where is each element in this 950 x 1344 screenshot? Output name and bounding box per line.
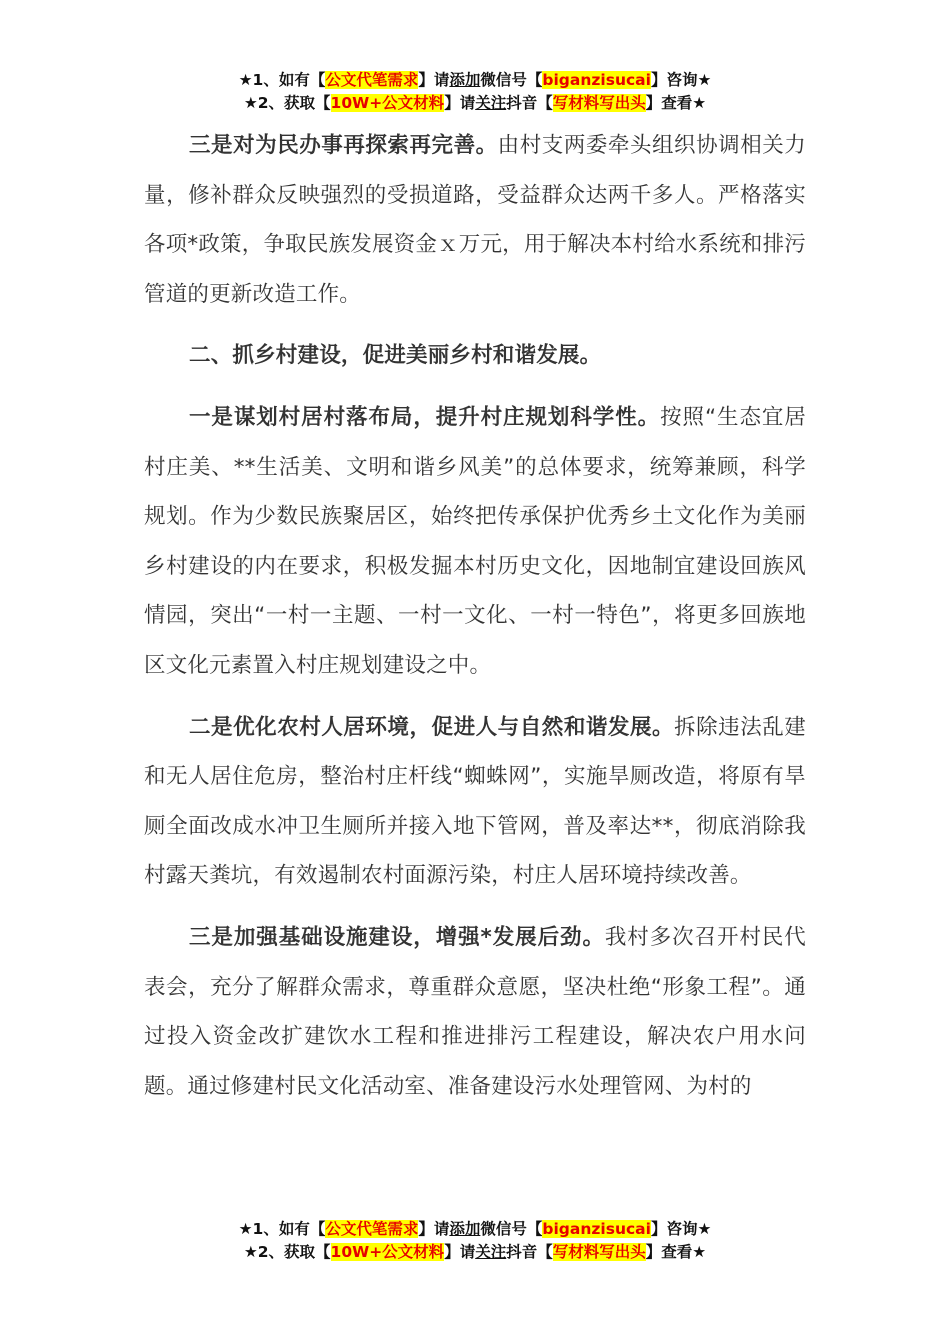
banner-highlight: 公文代笔需求 [325,71,419,89]
banner-text: ★2、获取【 [243,1243,331,1261]
banner-text: 】查看★ [645,94,707,112]
banner-highlight: 写材料写出头 [552,94,646,112]
paragraph-lead: 二是优化农村人居环境，促进人与自然和谐发展。 [189,714,675,740]
banner-text: 】查看★ [645,1243,707,1261]
paragraph [144,913,806,1111]
banner-underline: 关注 [475,1243,507,1261]
paragraph [144,121,806,319]
banner-line-2 [0,92,950,115]
banner-text: ★1、如有【 [238,1220,326,1238]
banner-text: 抖音【 [506,1243,553,1261]
banner-text: 微信号【 [480,71,543,89]
paragraph-lead: 一是谋划村居村落布局，提升村庄规划科学性。 [189,404,661,430]
document-body [144,121,806,1123]
banner-highlight: 10W+公文材料 [330,1243,445,1261]
banner-text: 】请 [444,94,476,112]
banner-highlight: biganzisucai [542,71,651,89]
paragraph-text: 我村多次召开村民代表会，充分了解群众需求，尊重群众意愿，坚决杜绝“形象工程”。通过投入资金改扩建饮水工程和推进排污工程建设，解决农户用水问题。通过修建村民文化活动室、准备建设污水处理管网、为村的 [144,924,806,1099]
banner-line-1 [0,1218,950,1241]
paragraph-lead: 三是对为民办事再探索再完善。 [189,133,498,158]
paragraph-text: 按照“生态宜居村庄美、**生活美、文明和谐乡风美”的总体要求，统筹兼顾，科学规划。作为少数民族聚居区，始终把传承保护优秀乡土文化作为美丽乡村建设的内在要求，积极发掘本村历史文化，因地制宜建设回族风情园，突出“一村一主题、一村一文化、一村一特色”，将更多回族地区文化元素置入村庄规划建设之中。 [144,404,807,678]
banner-text: 】请 [418,71,450,89]
banner-text: 】请 [418,1220,450,1238]
paragraph [144,393,806,691]
banner-line-1 [0,69,950,92]
banner-highlight: 公文代笔需求 [325,1220,419,1238]
banner-text: 】咨询★ [650,1220,712,1238]
banner-highlight: 写材料写出头 [552,1243,646,1261]
banner-underline: 关注 [475,94,507,112]
banner-text: 】咨询★ [650,71,712,89]
banner-underline: 添加 [449,1220,481,1238]
paragraph [144,703,806,901]
banner-text: 】请 [444,1243,476,1261]
banner-text: ★2、获取【 [243,94,331,112]
banner-underline: 添加 [449,71,481,89]
section-heading: 二、抓乡村建设，促进美丽乡村和谐发展。 [189,343,602,369]
banner-highlight: 10W+公文材料 [330,94,445,112]
paragraph-lead: 三是加强基础设施建设，增强*发展后劲。 [189,924,605,950]
banner-text: 微信号【 [480,1220,543,1238]
banner-highlight: biganzisucai [542,1220,651,1238]
paragraph-text: 由村支两委牵头组织协调相关力量，修补群众反映强烈的受损道路，受益群众达两千多人。严格落实各项*政策，争取民族发展资金ｘ万元，用于解决本村给水系统和排污管道的更新改造工作。 [144,133,806,307]
bottom-banner [0,1218,950,1264]
banner-text: 抖音【 [506,94,553,112]
banner-text: ★1、如有【 [238,71,326,89]
banner-line-2 [0,1241,950,1264]
paragraph-text: 拆除违法乱建和无人居住危房，整治村庄杆线“蜘蛛网”，实施旱厕改造，将原有旱厕全面改成水冲卫生厕所并接入地下管网，普及率达**，彻底消除我村露天粪坑，有效遏制农村面源污染，村庄人居环境持续改善。 [144,714,807,889]
top-banner [0,69,950,115]
